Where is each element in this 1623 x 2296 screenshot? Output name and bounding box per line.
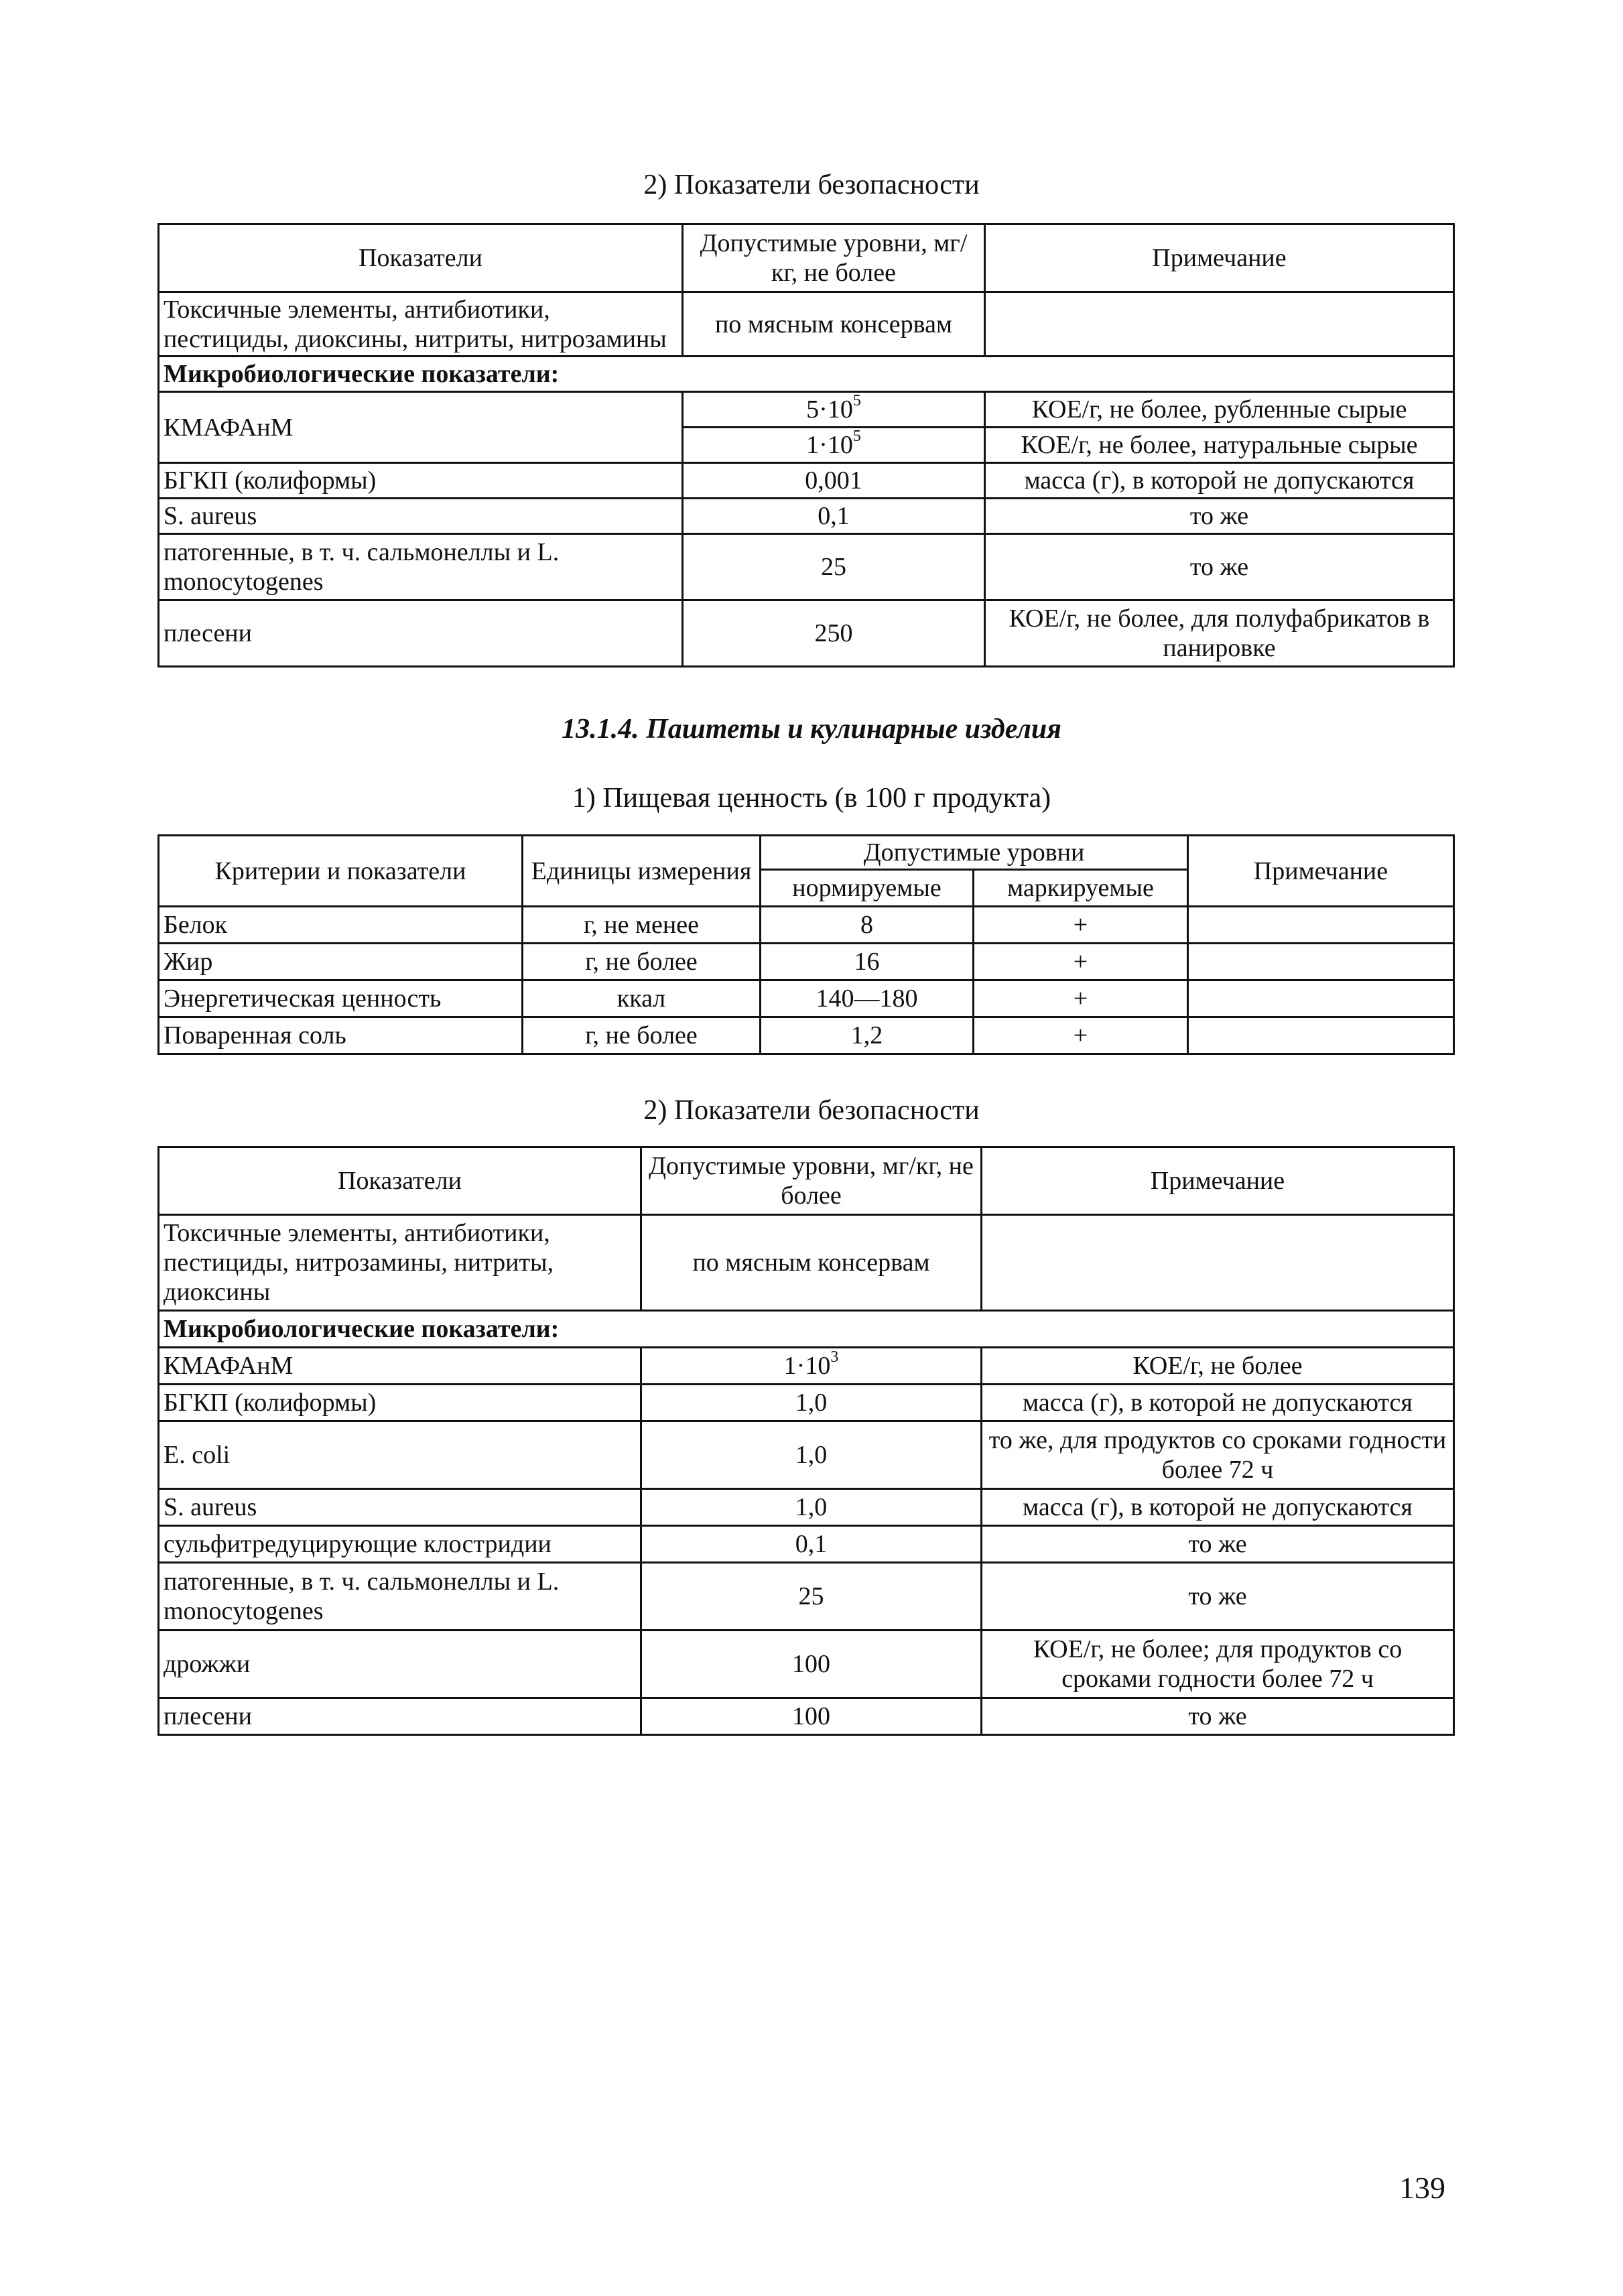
row-normed: 140—180 xyxy=(761,980,974,1017)
table-row xyxy=(159,1563,1454,1631)
section-title: 13.1.4. Паштеты и кулинарные изделия xyxy=(562,714,1061,745)
row-name: плесени xyxy=(159,1698,641,1735)
row-level: 0,1 xyxy=(641,1526,982,1563)
header-normed: нормируемые xyxy=(761,870,974,907)
table-row xyxy=(159,534,1454,600)
row-level: 1,0 xyxy=(641,1489,982,1526)
row-level: 25 xyxy=(641,1563,982,1631)
table-row xyxy=(159,1526,1454,1563)
kmafanm-name: КМАФАнМ xyxy=(159,1348,641,1385)
row-level: 1,0 xyxy=(641,1421,982,1489)
nutrition-table xyxy=(157,834,1455,1055)
row-note: масса (г), в которой не допускаются xyxy=(982,1385,1454,1421)
row-name: дрожжи xyxy=(159,1631,641,1698)
toxic-name: Токсичные элементы, антибиотики, пестициды, диоксины, нитриты, нитрозамины xyxy=(159,292,683,357)
toxic-level: по мясным консервам xyxy=(683,292,985,357)
row-level: 0,001 xyxy=(683,463,985,499)
row-unit: г, не более xyxy=(523,944,761,980)
header-labeled: маркируемые xyxy=(974,870,1188,907)
table2-caption: 1) Пищевая ценность (в 100 г продукта) xyxy=(572,783,1051,814)
header-indicator: Показатели xyxy=(159,1147,641,1215)
row-name: сульфитредуцирующие клостридии xyxy=(159,1526,641,1563)
row-unit: ккал xyxy=(523,980,761,1017)
row-name: S. aureus xyxy=(159,1489,641,1526)
kmafanm-level: $1\cdot 10^3$ xyxy=(641,1348,982,1385)
micro-header: Микробиологические показатели: xyxy=(159,357,1454,392)
table3-caption: 2) Показатели безопасности xyxy=(643,1095,980,1126)
header-levels: Допустимые уровни xyxy=(761,836,1188,870)
row-labeled: + xyxy=(974,1017,1188,1054)
header-note: Примечание xyxy=(985,225,1454,292)
row-name: E. coli xyxy=(159,1421,641,1489)
row-note: то же, для продуктов со сроками годности более 72 ч xyxy=(982,1421,1454,1489)
table-row xyxy=(159,980,1454,1017)
row-name: плесени xyxy=(159,600,683,667)
row-level: 100 xyxy=(641,1698,982,1735)
safety-table-2 xyxy=(157,1146,1455,1736)
kmafanm-name: КМАФАнМ xyxy=(159,392,683,463)
table-row xyxy=(159,907,1454,944)
kmafanm-note-2: КОЕ/г, не более, натуральные сырые xyxy=(985,428,1454,463)
row-note: то же xyxy=(985,499,1454,534)
table-row xyxy=(159,1631,1454,1698)
row-level: 250 xyxy=(683,600,985,667)
header-criteria: Критерии и показатели xyxy=(159,836,523,907)
header-levels: Допустимые уровни, мг/кг, не более xyxy=(683,225,985,292)
row-note: то же xyxy=(982,1563,1454,1631)
table1-caption: 2) Показатели безопасности xyxy=(643,170,980,200)
table-row xyxy=(159,463,1454,499)
row-name: S. aureus xyxy=(159,499,683,534)
row-normed: 16 xyxy=(761,944,974,980)
table-row xyxy=(159,1421,1454,1489)
page-number: 139 xyxy=(1399,2171,1445,2205)
row-labeled: + xyxy=(974,980,1188,1017)
header-note: Примечание xyxy=(982,1147,1454,1215)
toxic-note xyxy=(982,1215,1454,1311)
row-name: БГКП (колиформы) xyxy=(159,1385,641,1421)
row-level: 0,1 xyxy=(683,499,985,534)
row-note: то же xyxy=(982,1698,1454,1735)
table-row xyxy=(159,944,1454,980)
row-level: 1,0 xyxy=(641,1385,982,1421)
row-unit: г, не более xyxy=(523,1017,761,1054)
row-note xyxy=(1188,907,1454,944)
row-note xyxy=(1188,944,1454,980)
header-units: Единицы измерения xyxy=(523,836,761,907)
row-name: Поваренная соль xyxy=(159,1017,523,1054)
kmafanm-level-1: $5\cdot 10^5$ xyxy=(683,392,985,428)
row-note: то же xyxy=(985,534,1454,600)
table-row xyxy=(159,1385,1454,1421)
row-note: то же xyxy=(982,1526,1454,1563)
row-name: Белок xyxy=(159,907,523,944)
header-indicator: Показатели xyxy=(159,225,683,292)
table-row xyxy=(159,1489,1454,1526)
row-normed: 8 xyxy=(761,907,974,944)
table-row xyxy=(159,1017,1454,1054)
row-name: патогенные, в т. ч. сальмонеллы и L. monocytogenes xyxy=(159,1563,641,1631)
table-row xyxy=(159,600,1454,667)
row-labeled: + xyxy=(974,907,1188,944)
safety-table-1 xyxy=(157,223,1455,667)
row-level: 25 xyxy=(683,534,985,600)
row-name: Энергетическая ценность xyxy=(159,980,523,1017)
row-note: масса (г), в которой не допускаются xyxy=(985,463,1454,499)
table-row xyxy=(159,1348,1454,1385)
row-unit: г, не менее xyxy=(523,907,761,944)
row-note xyxy=(1188,980,1454,1017)
header-levels: Допустимые уровни, мг/кг, не более xyxy=(641,1147,982,1215)
kmafanm-level-2: $1\cdot 10^5$ xyxy=(683,428,985,463)
row-note: КОЕ/г, не более, для полуфабрикатов в панировке xyxy=(985,600,1454,667)
table-row xyxy=(159,499,1454,534)
row-level: 100 xyxy=(641,1631,982,1698)
kmafanm-note: КОЕ/г, не более xyxy=(982,1348,1454,1385)
row-labeled: + xyxy=(974,944,1188,980)
row-note xyxy=(1188,1017,1454,1054)
kmafanm-note-1: КОЕ/г, не более, рубленные сырые xyxy=(985,392,1454,428)
micro-header: Микробиологические показатели: xyxy=(159,1311,1454,1348)
header-note: Примечание xyxy=(1188,836,1454,907)
row-name: Жир xyxy=(159,944,523,980)
toxic-name: Токсичные элементы, антибиотики, пестициды, нитрозамины, нитриты, диоксины xyxy=(159,1215,641,1311)
table-row xyxy=(159,392,1454,428)
row-normed: 1,2 xyxy=(761,1017,974,1054)
row-note: КОЕ/г, не более; для продуктов со сроками годности более 72 ч xyxy=(982,1631,1454,1698)
row-name: БГКП (колиформы) xyxy=(159,463,683,499)
row-note: масса (г), в которой не допускаются xyxy=(982,1489,1454,1526)
table-row xyxy=(159,1698,1454,1735)
row-name: патогенные, в т. ч. сальмонеллы и L. monocytogenes xyxy=(159,534,683,600)
toxic-level: по мясным консервам xyxy=(641,1215,982,1311)
toxic-note xyxy=(985,292,1454,357)
